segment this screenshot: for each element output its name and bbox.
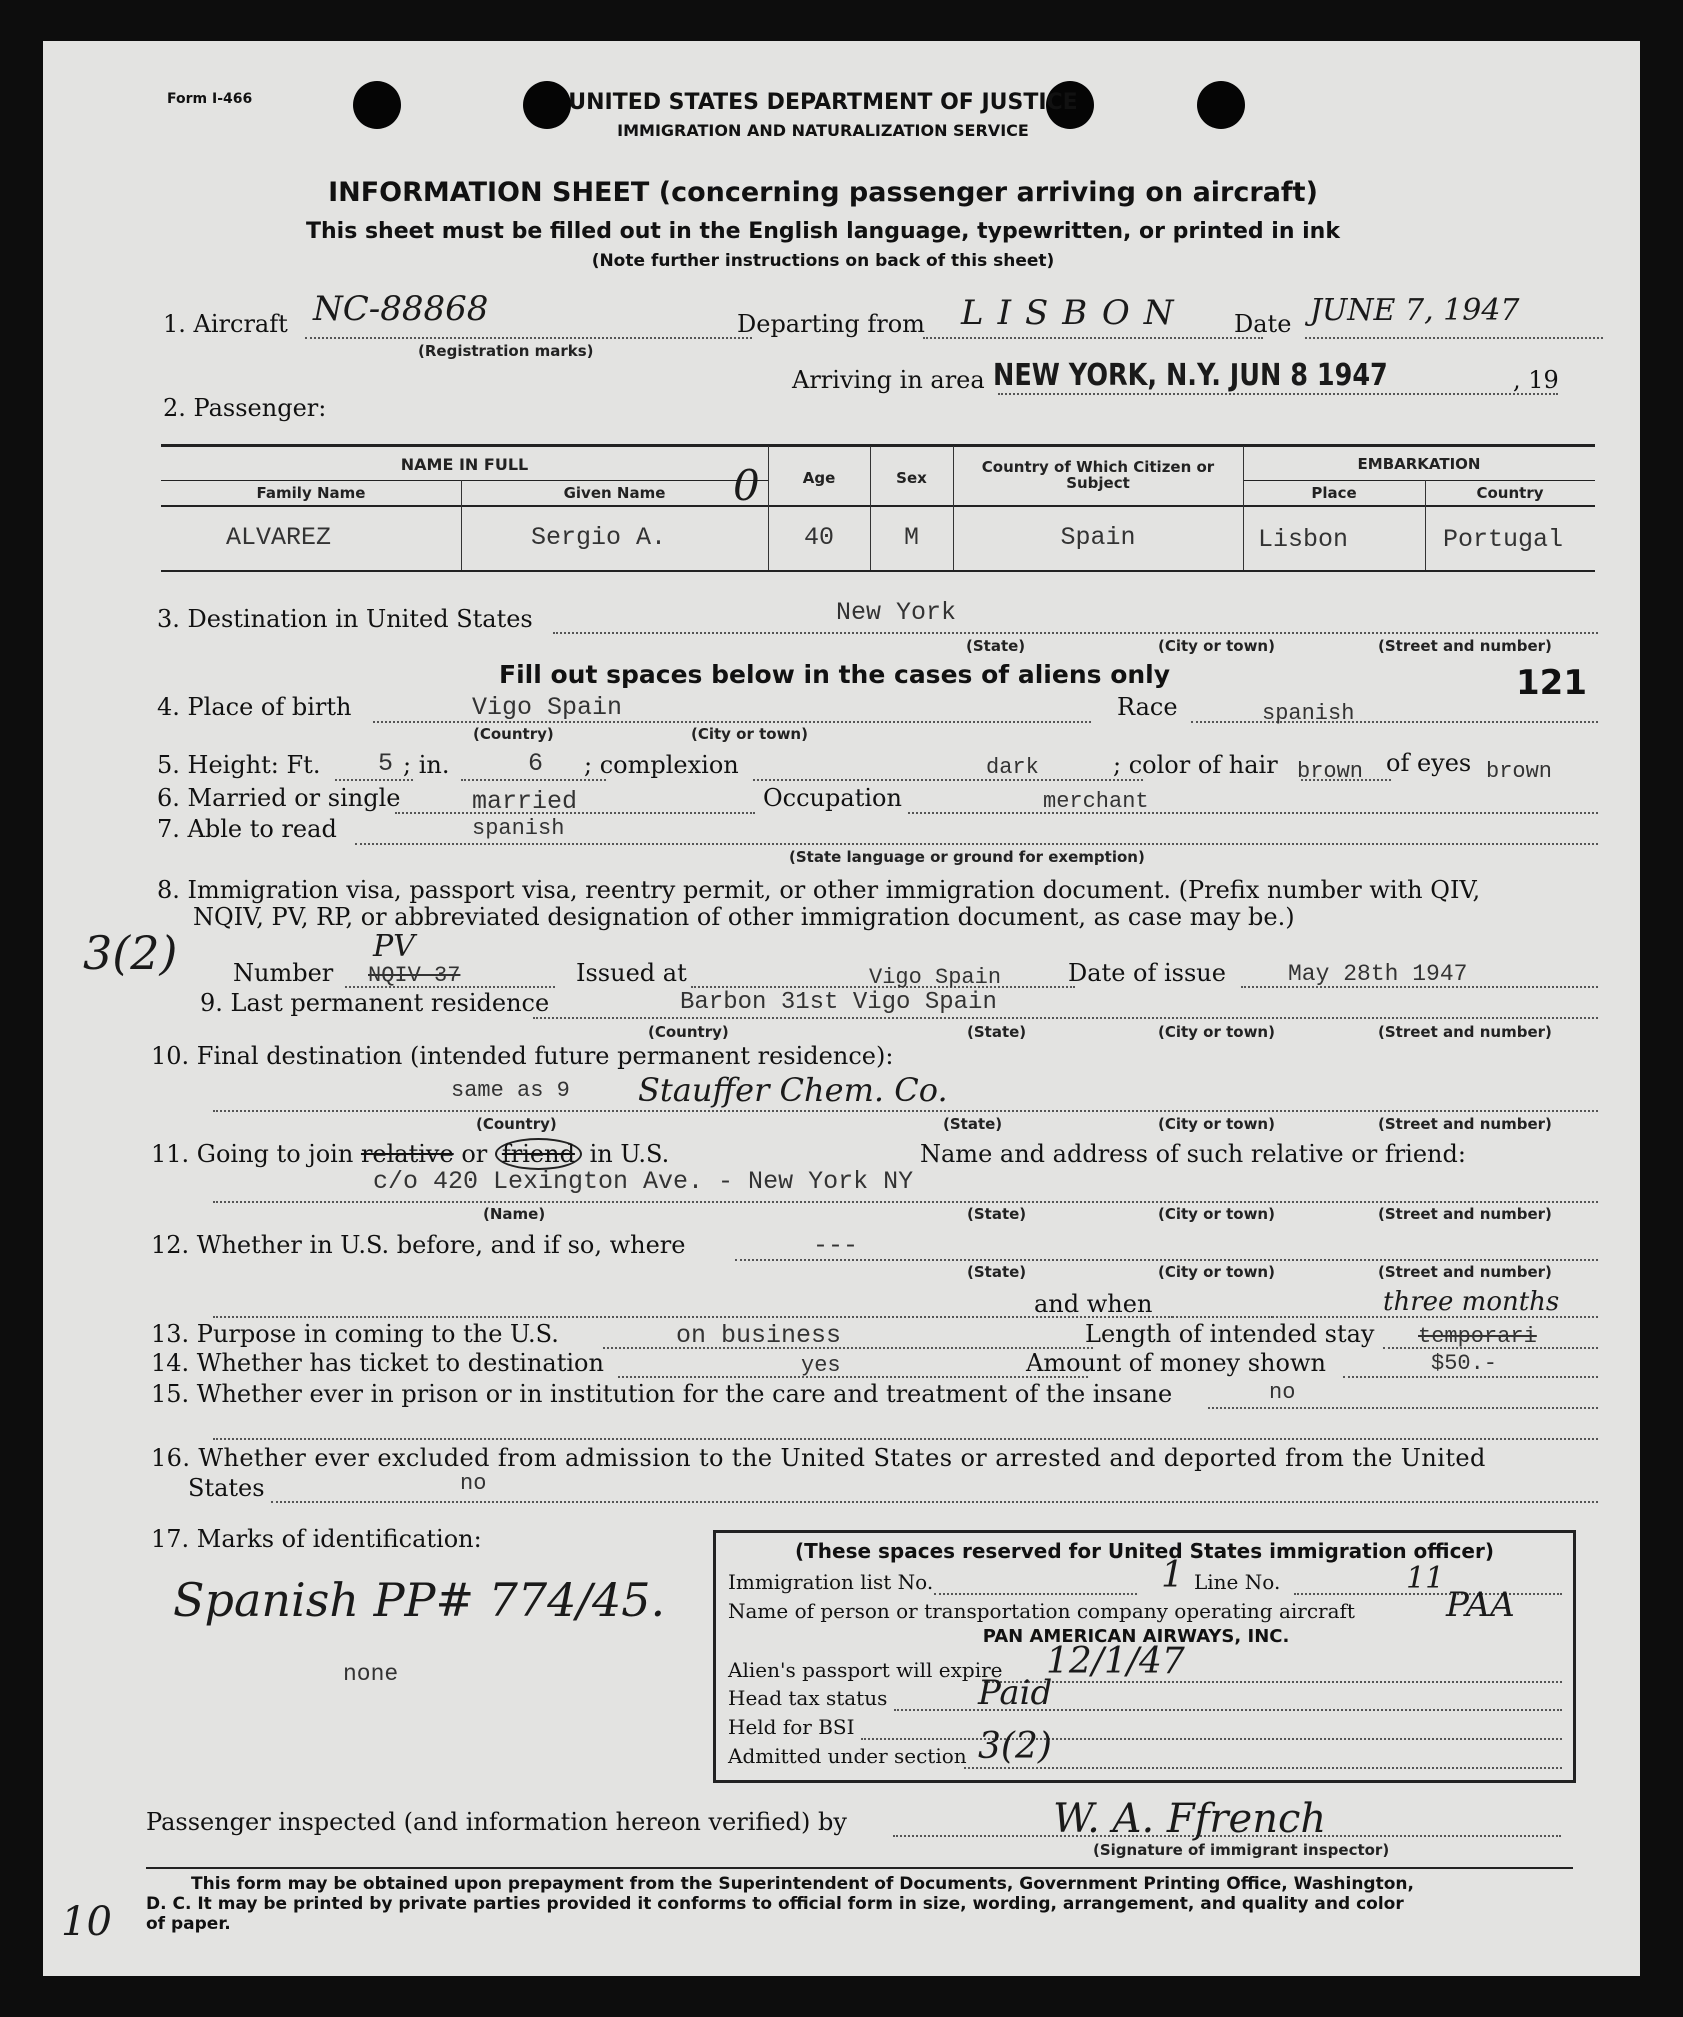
form-sheet (43, 41, 1640, 1976)
purpose-label: 13. Purpose in coming to the U.S. (151, 1320, 559, 1348)
hand-mark: 0 (733, 461, 760, 510)
final-country-caption: (Country) (476, 1115, 557, 1133)
destination-state-caption: (State) (966, 637, 1026, 655)
page-title: INFORMATION SHEET (concerning passenger arriving on aircraft) (328, 177, 1318, 208)
name-in-full-header: NAME IN FULL (400, 455, 529, 474)
occupation-value: merchant (1043, 789, 1149, 814)
residence-country-caption: (Country) (648, 1023, 729, 1041)
citizen-header: Country of Which Citizen or Subject (981, 458, 1215, 492)
join-label (151, 1140, 669, 1168)
inches-label: ; in. (403, 751, 450, 779)
sex-value: M (903, 523, 919, 552)
embarkation-place-value: Lisbon (1258, 525, 1349, 554)
read-value: spanish (472, 816, 565, 841)
stay-typed-value: temporari (1418, 1324, 1537, 1349)
join-street-caption: (Street and number) (1378, 1205, 1552, 1223)
birthplace-label: 4. Place of birth (157, 693, 352, 721)
join-address-value: c/o 420 Lexington Ave. - New York NY (373, 1167, 914, 1196)
sex-header: Sex (896, 469, 927, 487)
date-label: Date (1234, 310, 1292, 338)
family-name-header: Family Name (256, 484, 366, 502)
race-value: spanish (1262, 701, 1355, 726)
page-subtitle: This sheet must be filled out in the English language, typewritten, or printed in ink (306, 219, 1340, 244)
bsi-label: Held for BSI (728, 1715, 855, 1739)
passport-expiry-hand: 12/1/47 (1046, 1641, 1185, 1682)
punch-hole (1197, 81, 1245, 129)
residence-label: 9. Last permanent residence (200, 989, 550, 1017)
height-feet-value: 5 (378, 749, 394, 778)
destination-city-caption: (City or town) (1158, 637, 1275, 655)
destination-street-caption: (Street and number) (1378, 637, 1552, 655)
residence-street-caption: (Street and number) (1378, 1023, 1552, 1041)
footer-notice-line1: This form may be obtained upon prepayment from the Superintendent of Documents, Government Printing Office, Washington, (191, 1874, 1414, 1894)
line-no-value: 11 (1406, 1561, 1445, 1596)
family-name-value: ALVAREZ (226, 523, 332, 552)
aircraft-label: 1. Aircraft (163, 310, 288, 338)
identification-value: none (343, 1661, 399, 1687)
operator-hand: PAA (1446, 1585, 1515, 1625)
residence-state-caption: (State) (967, 1023, 1027, 1041)
birthplace-city-caption: (City or town) (691, 725, 808, 743)
marital-label: 6. Married or single (157, 784, 401, 812)
marital-value: married (472, 787, 578, 816)
officer-box-heading: (These spaces reserved for United States immigration officer) (794, 1539, 1494, 1563)
departing-label: Departing from (737, 310, 925, 338)
footer-rule (146, 1867, 1573, 1869)
final-street-caption: (Street and number) (1378, 1115, 1552, 1133)
operator-label: Name of person or transportation company operating aircraft (728, 1599, 1355, 1623)
document-label-line1: 8. Immigration visa, passport visa, reentry permit, or other immigration document. (Prefix number with QIV, (157, 876, 1481, 904)
prison-value: no (1269, 1380, 1296, 1405)
join-state-caption: (State) (967, 1205, 1027, 1223)
excluded-label-line1: 16. Whether ever excluded from admission to the United States or arrested and deported from the United (151, 1444, 1486, 1472)
issued-at-value: Vigo Spain (869, 965, 1002, 990)
join-name-caption: (Name) (483, 1205, 546, 1223)
operator-stamp: PAN AMERICAN AIRWAYS, INC. (982, 1626, 1290, 1647)
occupation-label: Occupation (763, 784, 902, 812)
line-no-label: Line No. (1194, 1570, 1281, 1594)
inspected-label: Passenger inspected (and information hereon verified) by (146, 1808, 847, 1836)
stamp-number: 121 (1516, 663, 1587, 703)
margin-hand-note: 3(2) (83, 926, 178, 980)
issued-at-label: Issued at (576, 959, 687, 987)
punch-hole (353, 81, 401, 129)
identification-hand: Spanish PP# 774/45. (173, 1573, 666, 1627)
doc-number-hand: PV (373, 929, 415, 964)
identification-label: 17. Marks of identification: (151, 1525, 482, 1553)
read-caption: (State language or ground for exemption) (789, 848, 1145, 866)
date-value: JUNE 7, 1947 (1310, 293, 1520, 328)
prison-label: 15. Whether ever in prison or in institution for the care and treatment of the insane (151, 1380, 1173, 1408)
head-tax-label: Head tax status (728, 1686, 888, 1710)
final-city-caption: (City or town) (1158, 1115, 1275, 1133)
destination-label: 3. Destination in United States (157, 605, 533, 633)
money-label: Amount of money shown (1026, 1349, 1326, 1377)
aliens-heading: Fill out spaces below in the cases of aliens only (499, 660, 1171, 689)
when-label: and when (1034, 1290, 1153, 1318)
country-header: Country (1476, 484, 1544, 502)
list-no-value: 1 (1161, 1555, 1184, 1596)
arriving-label: Arriving in area (792, 366, 985, 394)
relative-option: relative (360, 1140, 454, 1168)
form-number: Form I-466 (167, 91, 253, 107)
passport-expiry-label: Alien's passport will expire (728, 1658, 1003, 1682)
join-label-end: in U.S. (589, 1140, 670, 1168)
passenger-label: 2. Passenger: (163, 394, 327, 422)
ticket-value: yes (801, 1353, 841, 1378)
citizen-value: Spain (1060, 523, 1136, 552)
signature-caption: (Signature of immigrant inspector) (1093, 1841, 1390, 1859)
issue-date-value: May 28th 1947 (1288, 961, 1468, 987)
previous-visit-value: --- (813, 1231, 859, 1260)
residence-value: Barbon 31st Vigo Spain (680, 989, 997, 1016)
birthplace-country-caption: (Country) (473, 725, 554, 743)
embarkation-header: EMBARKATION (1357, 455, 1481, 473)
doc-number-typed: NQIV 37 (368, 963, 461, 988)
name-address-label: Name and address of such relative or friend: (920, 1140, 1466, 1168)
page-note: (Note further instructions on back of this sheet) (591, 251, 1055, 271)
doc-number-label: Number (233, 959, 334, 987)
given-name-value: Sergio A. (531, 523, 667, 552)
join-city-caption: (City or town) (1158, 1205, 1275, 1223)
or-text: or (461, 1140, 488, 1168)
service-title: IMMIGRATION AND NATURALIZATION SERVICE (617, 121, 1029, 140)
ticket-label: 14. Whether has ticket to destination (151, 1349, 604, 1377)
issue-date-label: Date of issue (1068, 959, 1226, 987)
section-hand: 3(2) (978, 1726, 1052, 1767)
inspector-signature: W. A. Ffrench (1053, 1796, 1327, 1842)
race-label: Race (1117, 693, 1178, 721)
excluded-label-line2: States (188, 1474, 265, 1502)
departing-value: LISBON (961, 293, 1188, 333)
join-label-start: 11. Going to join (151, 1140, 354, 1168)
place-header: Place (1311, 484, 1357, 502)
embarkation-country-value: Portugal (1443, 525, 1564, 554)
age-header: Age (802, 469, 836, 487)
year-suffix: , 19 (1513, 366, 1559, 394)
residence-city-caption: (City or town) (1158, 1023, 1275, 1041)
friend-option: friend (495, 1138, 582, 1170)
complexion-value: dark (986, 755, 1039, 780)
previous-street-caption: (Street and number) (1378, 1263, 1552, 1281)
document-label-line2: NQIV, PV, RP, or abbreviated designation of other immigration document, as case may be.) (193, 903, 1295, 931)
given-name-header: Given Name (563, 484, 666, 502)
footer-notice-line2: D. C. It may be printed by private parties provided it conforms to official form in size, wording, arrangement, and quality and color (146, 1894, 1404, 1914)
section-label: Admitted under section (728, 1744, 967, 1768)
read-label: 7. Able to read (157, 815, 337, 843)
previous-state-caption: (State) (967, 1263, 1027, 1281)
arrival-stamp: NEW YORK, N.Y. JUN 8 1947 (993, 358, 1388, 393)
age-value: 40 (803, 523, 834, 552)
head-tax-hand: Paid (978, 1673, 1053, 1713)
aircraft-value: NC-88868 (313, 289, 489, 329)
hair-value: brown (1297, 759, 1364, 784)
page-number-hand: 10 (61, 1899, 112, 1945)
height-inches-value: 6 (528, 749, 544, 778)
stay-hand-value: three months (1383, 1287, 1560, 1317)
previous-visit-label: 12. Whether in U.S. before, and if so, where (151, 1231, 686, 1259)
stay-label: Length of intended stay (1085, 1320, 1375, 1348)
eyes-value: brown (1486, 759, 1553, 784)
final-destination-value: same as 9 (451, 1078, 570, 1103)
eyes-label: of eyes (1386, 749, 1472, 777)
final-destination-label: 10. Final destination (intended future permanent residence): (151, 1042, 894, 1070)
excluded-value: no (460, 1471, 487, 1496)
final-state-caption: (State) (943, 1115, 1003, 1133)
birthplace-value: Vigo Spain (472, 693, 623, 722)
purpose-value: on business (676, 1321, 842, 1350)
destination-value: New York (836, 598, 957, 627)
officer-box (713, 1530, 1576, 1783)
department-title: UNITED STATES DEPARTMENT OF JUSTICE (568, 90, 1078, 115)
complexion-label: ; complexion (584, 751, 739, 779)
hair-label: ; color of hair (1113, 751, 1278, 779)
list-no-label: Immigration list No. (728, 1570, 934, 1594)
final-destination-hand: Stauffer Chem. Co. (638, 1071, 948, 1109)
previous-city-caption: (City or town) (1158, 1263, 1275, 1281)
money-value: $50.- (1431, 1351, 1498, 1376)
height-label: 5. Height: Ft. (157, 751, 321, 779)
registration-caption: (Registration marks) (418, 342, 594, 360)
footer-notice-line3: of paper. (146, 1914, 231, 1934)
